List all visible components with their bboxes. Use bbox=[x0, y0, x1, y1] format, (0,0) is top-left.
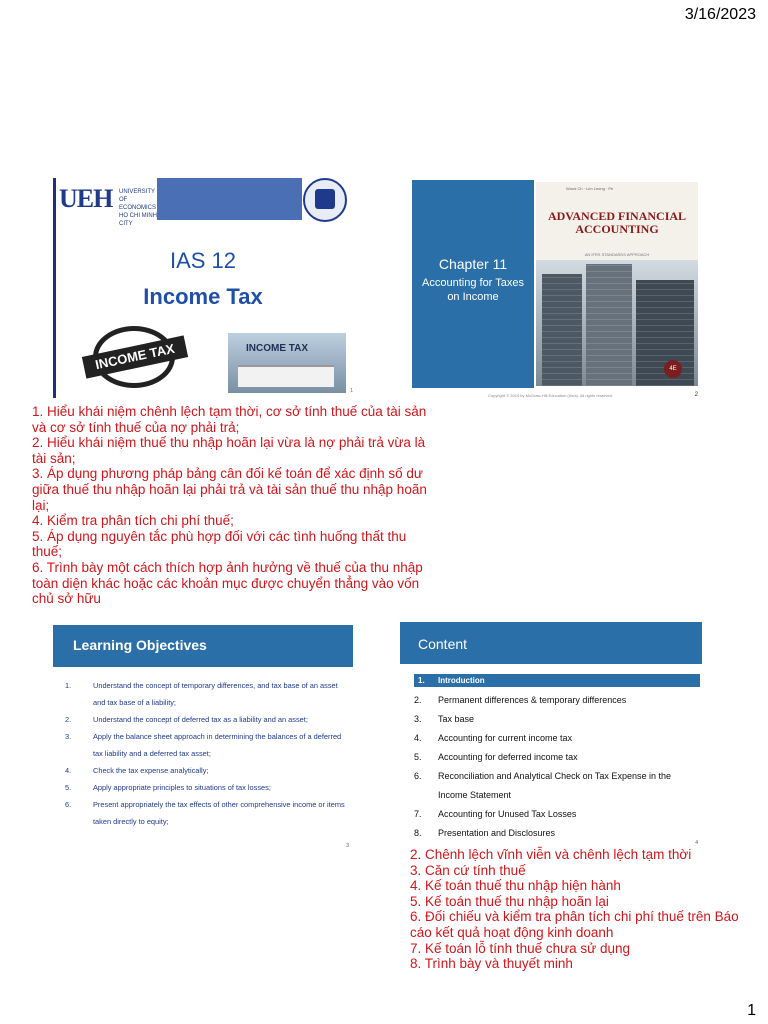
item-text: Accounting for deferred income tax bbox=[438, 752, 578, 762]
slide-number: 2 bbox=[694, 392, 698, 398]
slide-title: Content bbox=[418, 636, 468, 652]
slide-3-learning-objectives bbox=[53, 625, 353, 855]
item-text: Understand the concept of deferred tax as a liability and an asset; bbox=[93, 715, 308, 724]
edition-badge: 4E bbox=[664, 360, 682, 378]
university-logo bbox=[57, 182, 157, 227]
item-number: 2. bbox=[414, 695, 422, 705]
item-number: 2. bbox=[65, 715, 72, 724]
slide-1-title bbox=[53, 178, 353, 398]
item-text: Apply appropriate principles to situations of tax losses; bbox=[93, 783, 271, 792]
list-item bbox=[414, 748, 700, 767]
slide-subtitle: Income Tax bbox=[143, 284, 263, 309]
item-text: Apply the balance sheet approach in determining the balances of a deferred tax liability and a deferred tax asset; bbox=[93, 732, 342, 758]
item-text: Permanent differences & temporary differences bbox=[438, 695, 627, 705]
list-item bbox=[414, 710, 700, 729]
stamp-text: INCOME TAX bbox=[82, 335, 188, 378]
logo-subtext: UNIVERSITY OF ECONOMICS HO CHI MINH CITY bbox=[119, 189, 157, 227]
item-number: 7. bbox=[414, 809, 422, 819]
item-text: Reconciliation and Analytical Check on Tax Expense in the Income Statement bbox=[438, 771, 671, 800]
item-number: 5. bbox=[414, 752, 422, 762]
list-item bbox=[65, 779, 349, 796]
chapter-description: Accounting for Taxes on Income bbox=[422, 277, 524, 303]
note-text: 2. Chênh lệch vĩnh viễn và chênh lệch tạm thời 3. Căn cứ tính thuế 4. Kế toán thuế thu nhập hiện hành 5. Kế toán thuế thu nhập hoãn lại 6. Đối chiếu và kiểm tra phân tích chi phí thuế trên Báo cáo kết quả hoạt động kinh doanh 7. Kế toán lỗ tính thuế chưa sử dụng 8. Trình bày và thuyết minh bbox=[410, 847, 739, 972]
item-number: 3. bbox=[414, 714, 422, 724]
item-text: Tax base bbox=[438, 714, 475, 724]
building-icon bbox=[542, 274, 582, 386]
vietnamese-content-note bbox=[410, 847, 760, 972]
list-item bbox=[65, 711, 349, 728]
copyright-text: Copyright © 2019 by McGraw-Hill Education (Asia). All rights reserved. bbox=[488, 393, 613, 398]
slide-number: 3 bbox=[346, 843, 349, 849]
list-item-active bbox=[414, 674, 700, 687]
item-number: 3. bbox=[65, 732, 72, 741]
item-text: Introduction bbox=[438, 676, 485, 685]
cover-authors: Wood Ch · Lim Leong · Pe bbox=[566, 186, 614, 191]
list-item bbox=[414, 691, 700, 710]
logo-text: UEH bbox=[59, 184, 113, 213]
note-text: 1. Hiểu khái niệm chênh lệch tạm thời, cơ sở tính thuế của tài sản và cơ sở tính thuế của nợ phải trả; 2. Hiểu khái niệm thuế thu nhập hoãn lại vừa là nợ phải trả vừa là tài sản; 3. Áp dụng phương pháp bảng cân đối kế toán để xác định số dư giữa thuế thu nhập hoãn lại phải trả và tài sản thuế thu nhập hoãn lại; 4. Kiểm tra phân tích chi phí thuế; 5. Áp dụng nguyên tắc phù hợp đối với các tình huống thất thu thuế; 6. Trình bày một cách thích hợp ảnh hưởng về thuế của thu nhập toàn diện khác hoặc các khoản mục được chuyển thẳng vào vốn chủ sở hữu bbox=[32, 404, 427, 607]
item-text: Accounting for Unused Tax Losses bbox=[438, 809, 577, 819]
item-number: 4. bbox=[65, 766, 72, 775]
vietnamese-objectives-note bbox=[32, 404, 432, 607]
university-seal-icon bbox=[303, 178, 347, 222]
list-item bbox=[65, 796, 349, 830]
cover-title: ADVANCED FINANCIAL ACCOUNTING bbox=[547, 209, 687, 236]
item-text: Check the tax expense analytically; bbox=[93, 766, 209, 775]
slide-title: Learning Objectives bbox=[73, 637, 207, 653]
book-cover-image bbox=[536, 182, 698, 386]
building-icon bbox=[586, 264, 632, 386]
item-number: 1. bbox=[65, 681, 72, 690]
income-tax-stamp-image bbox=[83, 326, 187, 388]
slide-4-content bbox=[400, 622, 702, 848]
income-tax-book-image bbox=[228, 333, 346, 393]
item-text: Understand the concept of temporary differences, and tax base of an asset and tax base of a liability; bbox=[93, 681, 338, 707]
item-number: 1. bbox=[418, 676, 425, 685]
item-text: Presentation and Disclosures bbox=[438, 828, 556, 838]
item-text: Accounting for current income tax bbox=[438, 733, 573, 743]
page-date: 3/16/2023 bbox=[684, 6, 756, 23]
item-number: 6. bbox=[414, 771, 422, 781]
list-item bbox=[65, 677, 349, 711]
item-number: 8. bbox=[414, 828, 422, 838]
book-image-label: INCOME TAX bbox=[246, 343, 309, 354]
slide-number: 1 bbox=[350, 388, 353, 394]
list-item bbox=[65, 762, 349, 779]
list-item bbox=[65, 728, 349, 762]
list-item bbox=[414, 729, 700, 748]
list-item bbox=[414, 805, 700, 824]
list-item bbox=[414, 824, 700, 843]
item-number: 4. bbox=[414, 733, 422, 743]
cover-tagline: AN IFRS STANDARDS APPROACH bbox=[584, 252, 650, 257]
page-number: 1 bbox=[747, 1002, 756, 1019]
header-band bbox=[157, 178, 302, 220]
slide-number: 4 bbox=[695, 840, 698, 846]
content-list bbox=[414, 674, 700, 843]
item-number: 6. bbox=[65, 800, 72, 809]
chapter-title: Chapter 11 bbox=[438, 256, 508, 272]
list-item bbox=[414, 767, 700, 805]
slide-2-chapter bbox=[412, 180, 702, 400]
item-text: Present appropriately the tax effects of other comprehensive income or items taken directly to equity; bbox=[93, 800, 345, 826]
slide-title: IAS 12 bbox=[169, 248, 237, 273]
item-number: 5. bbox=[65, 783, 72, 792]
objectives-list bbox=[65, 677, 349, 830]
